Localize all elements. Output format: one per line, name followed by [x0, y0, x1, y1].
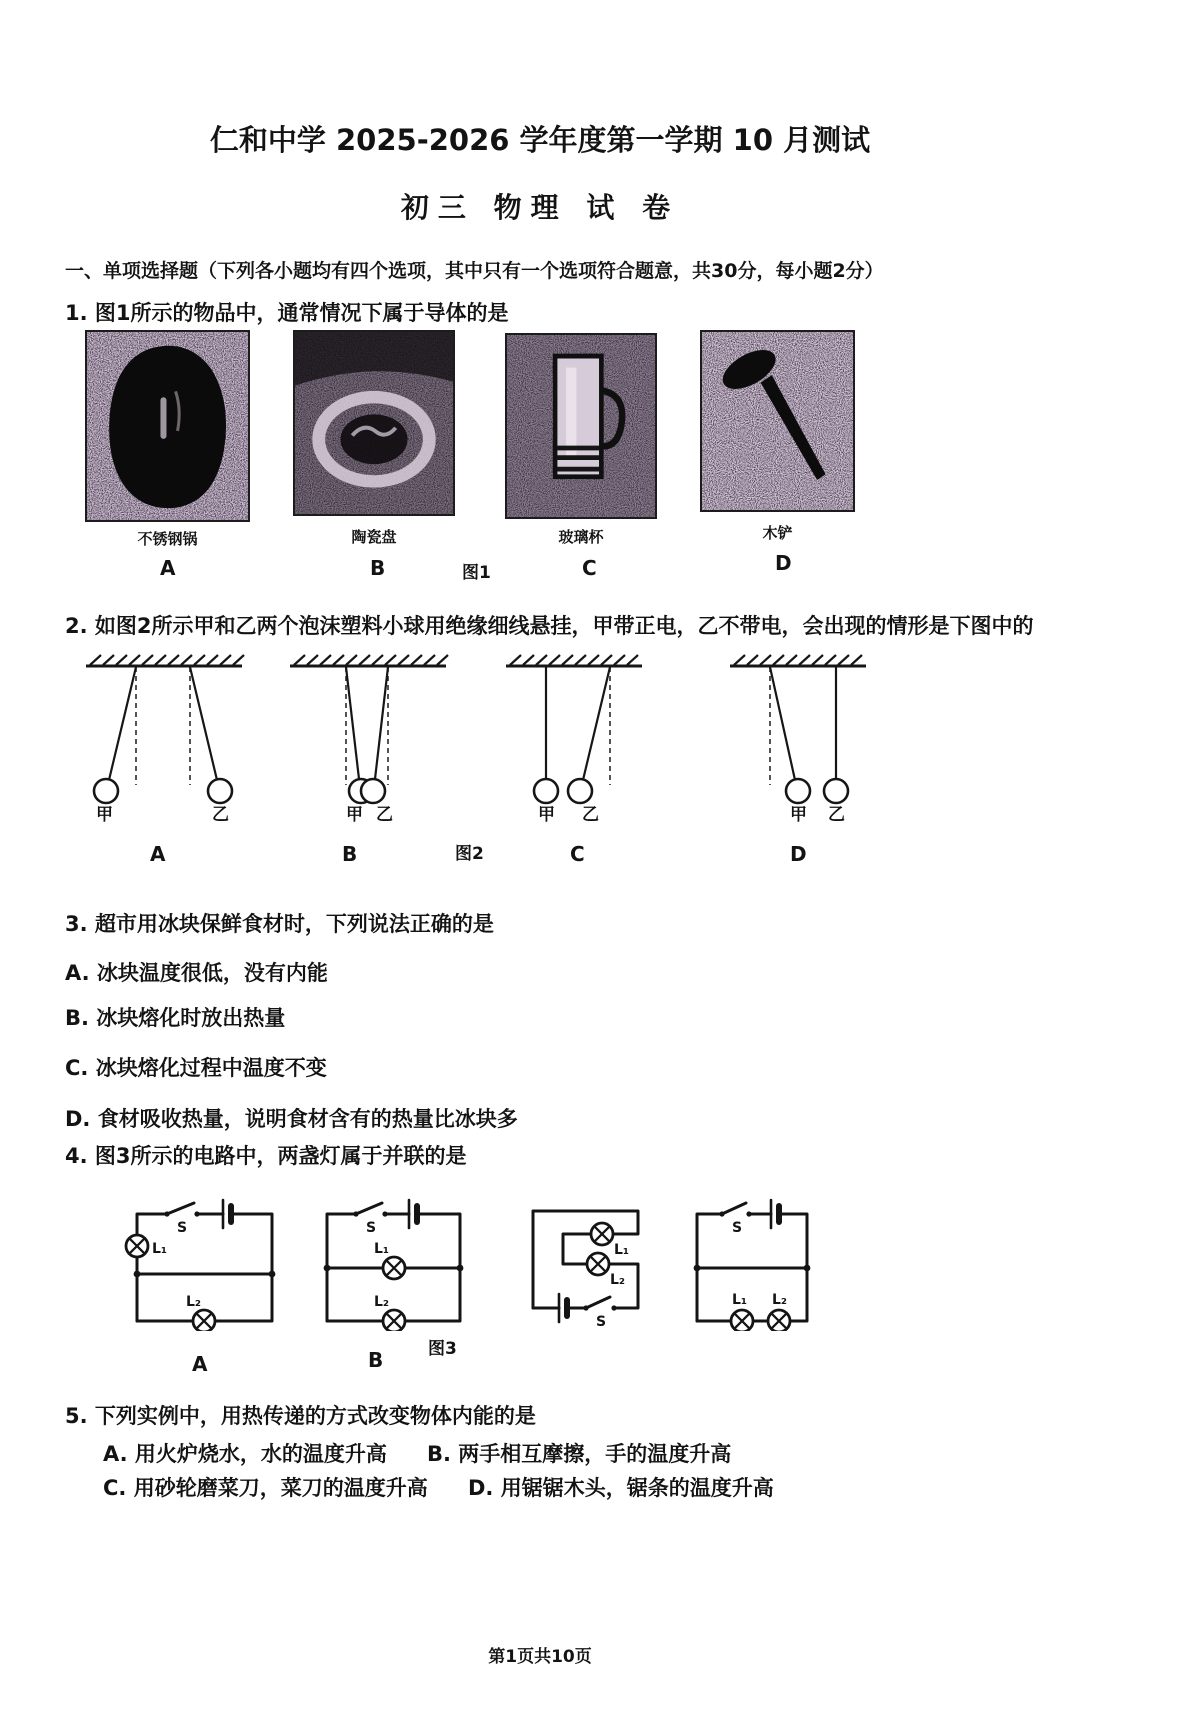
- photo-label-plate: 陶瓷盘: [351, 528, 397, 546]
- lamp-l2-label: L₂: [186, 1294, 202, 1310]
- lamp-l1-label: L₁: [614, 1242, 630, 1258]
- circuit-d: [682, 1196, 822, 1331]
- q1-option-letter-c: C: [582, 556, 597, 580]
- photo-stainless-pot: [85, 330, 250, 522]
- ball-yi: [361, 779, 385, 803]
- ball-label-yi: 乙: [376, 805, 393, 822]
- circuit-c: [518, 1196, 653, 1331]
- lamp-l1-label: L₁: [374, 1241, 390, 1257]
- q1-option-letter-d: D: [775, 551, 792, 575]
- q1-option-letter-a: A: [160, 556, 176, 580]
- lamp-l1-label: L₁: [732, 1292, 748, 1308]
- ball-label-yi: 乙: [212, 805, 229, 822]
- figure-2-option-d: [722, 652, 872, 822]
- q2-option-letter-d: D: [790, 842, 807, 866]
- ball-yi: [208, 779, 232, 803]
- q5-option-a: A. 用火炉烧水，水的温度升高: [103, 1442, 387, 1466]
- photo-label-glass: 玻璃杯: [558, 528, 604, 546]
- page-subtitle: 初三 物理 试 卷: [400, 191, 680, 224]
- lamp-l2-label: L₂: [374, 1294, 390, 1310]
- balls-diagram-c: [498, 652, 648, 822]
- figure-2-option-a: [78, 652, 248, 822]
- balls-diagram-d: [722, 652, 872, 822]
- q2-option-letter-b: B: [342, 842, 358, 866]
- balls-diagram-b: [282, 652, 452, 822]
- lamp-l2-label: L₂: [610, 1272, 626, 1288]
- plate-photo-svg: [295, 332, 453, 514]
- q4-option-letter-b: B: [368, 1348, 384, 1372]
- q1-option-letter-b: B: [370, 556, 386, 580]
- photo-wooden-spatula: [700, 330, 855, 512]
- lamp-l1-label: L₁: [152, 1241, 168, 1257]
- figure-3-caption: 图3: [428, 1339, 457, 1359]
- pot-silhouette: [109, 346, 226, 508]
- figure-2-option-b: [282, 652, 452, 822]
- question-4-text: 4. 图3所示的电路中，两盏灯属于并联的是: [65, 1144, 467, 1168]
- page-title: 仁和中学 2025-2026 学年度第一学期 10 月测试: [209, 123, 871, 157]
- question-1-text: 1. 图1所示的物品中，通常情况下属于导体的是: [65, 301, 509, 325]
- glass-photo-svg: [507, 335, 655, 517]
- section-heading: 一、单项选择题（下列各小题均有四个选项，其中只有一个选项符合题意，共30分，每小题2分）: [65, 260, 884, 282]
- circuit-diagram-b: [312, 1196, 472, 1331]
- ball-yi: [824, 779, 848, 803]
- q3-option-a: A. 冰块温度很低，没有内能: [65, 961, 328, 985]
- ball-label-jia: 甲: [538, 805, 555, 822]
- ball-label-jia: 甲: [96, 805, 113, 822]
- circuit-b: [312, 1196, 472, 1331]
- circuit-diagram-a: [122, 1196, 287, 1331]
- q5-option-b: B. 两手相互摩擦，手的温度升高: [427, 1442, 732, 1466]
- question-3-text: 3. 超市用冰块保鲜食材时，下列说法正确的是: [65, 912, 494, 936]
- q3-option-c: C. 冰块熔化过程中温度不变: [65, 1056, 327, 1080]
- footer-page-number: 第1页共10页: [488, 1647, 592, 1667]
- q5-option-d: D. 用锯锯木头，锯条的温度升高: [468, 1476, 774, 1500]
- switch-label: S: [596, 1314, 607, 1330]
- ball-label-jia: 甲: [346, 805, 363, 822]
- spatula-photo-svg: [702, 332, 853, 510]
- switch-label: S: [732, 1220, 743, 1236]
- q4-option-letter-a: A: [192, 1352, 208, 1376]
- q3-option-b: B. 冰块熔化时放出热量: [65, 1006, 286, 1030]
- q2-option-letter-c: C: [570, 842, 585, 866]
- photo-label-pot: 不锈钢锅: [137, 530, 198, 548]
- figure-2-option-c: [498, 652, 648, 822]
- lamp-l2-label: L₂: [772, 1292, 788, 1308]
- photo-label-spatula: 木铲: [762, 524, 793, 542]
- question-5-text: 5. 下列实例中，用热传递的方式改变物体内能的是: [65, 1404, 536, 1428]
- ball-label-jia: 甲: [790, 805, 807, 822]
- switch-label: S: [177, 1220, 188, 1236]
- q3-option-d: D. 食材吸收热量，说明食材含有的热量比冰块多: [65, 1107, 518, 1131]
- pot-photo-svg: [87, 332, 248, 520]
- question-2-text: 2. 如图2所示甲和乙两个泡沫塑料小球用绝缘细线悬挂，甲带正电，乙不带电，会出现的情形是下图中的: [65, 614, 1034, 638]
- q5-option-c: C. 用砂轮磨菜刀，菜刀的温度升高: [103, 1476, 428, 1500]
- circuit-diagram-c: [518, 1196, 653, 1331]
- photo-ceramic-plate: [293, 330, 455, 516]
- ball-label-yi: 乙: [582, 805, 599, 822]
- figure-2-caption: 图2: [455, 844, 484, 864]
- q2-option-letter-a: A: [150, 842, 166, 866]
- switch-label: S: [366, 1220, 377, 1236]
- balls-diagram-a: [78, 652, 248, 822]
- photo-glass-cup: [505, 333, 657, 519]
- circuit-diagram-d: [682, 1196, 822, 1331]
- ball-label-yi: 乙: [828, 805, 845, 822]
- circuit-a: [122, 1196, 287, 1331]
- ball-jia: [786, 779, 810, 803]
- figure-1-caption: 图1: [462, 563, 491, 583]
- ball-jia: [534, 779, 558, 803]
- ball-yi: [568, 779, 592, 803]
- ball-jia: [94, 779, 118, 803]
